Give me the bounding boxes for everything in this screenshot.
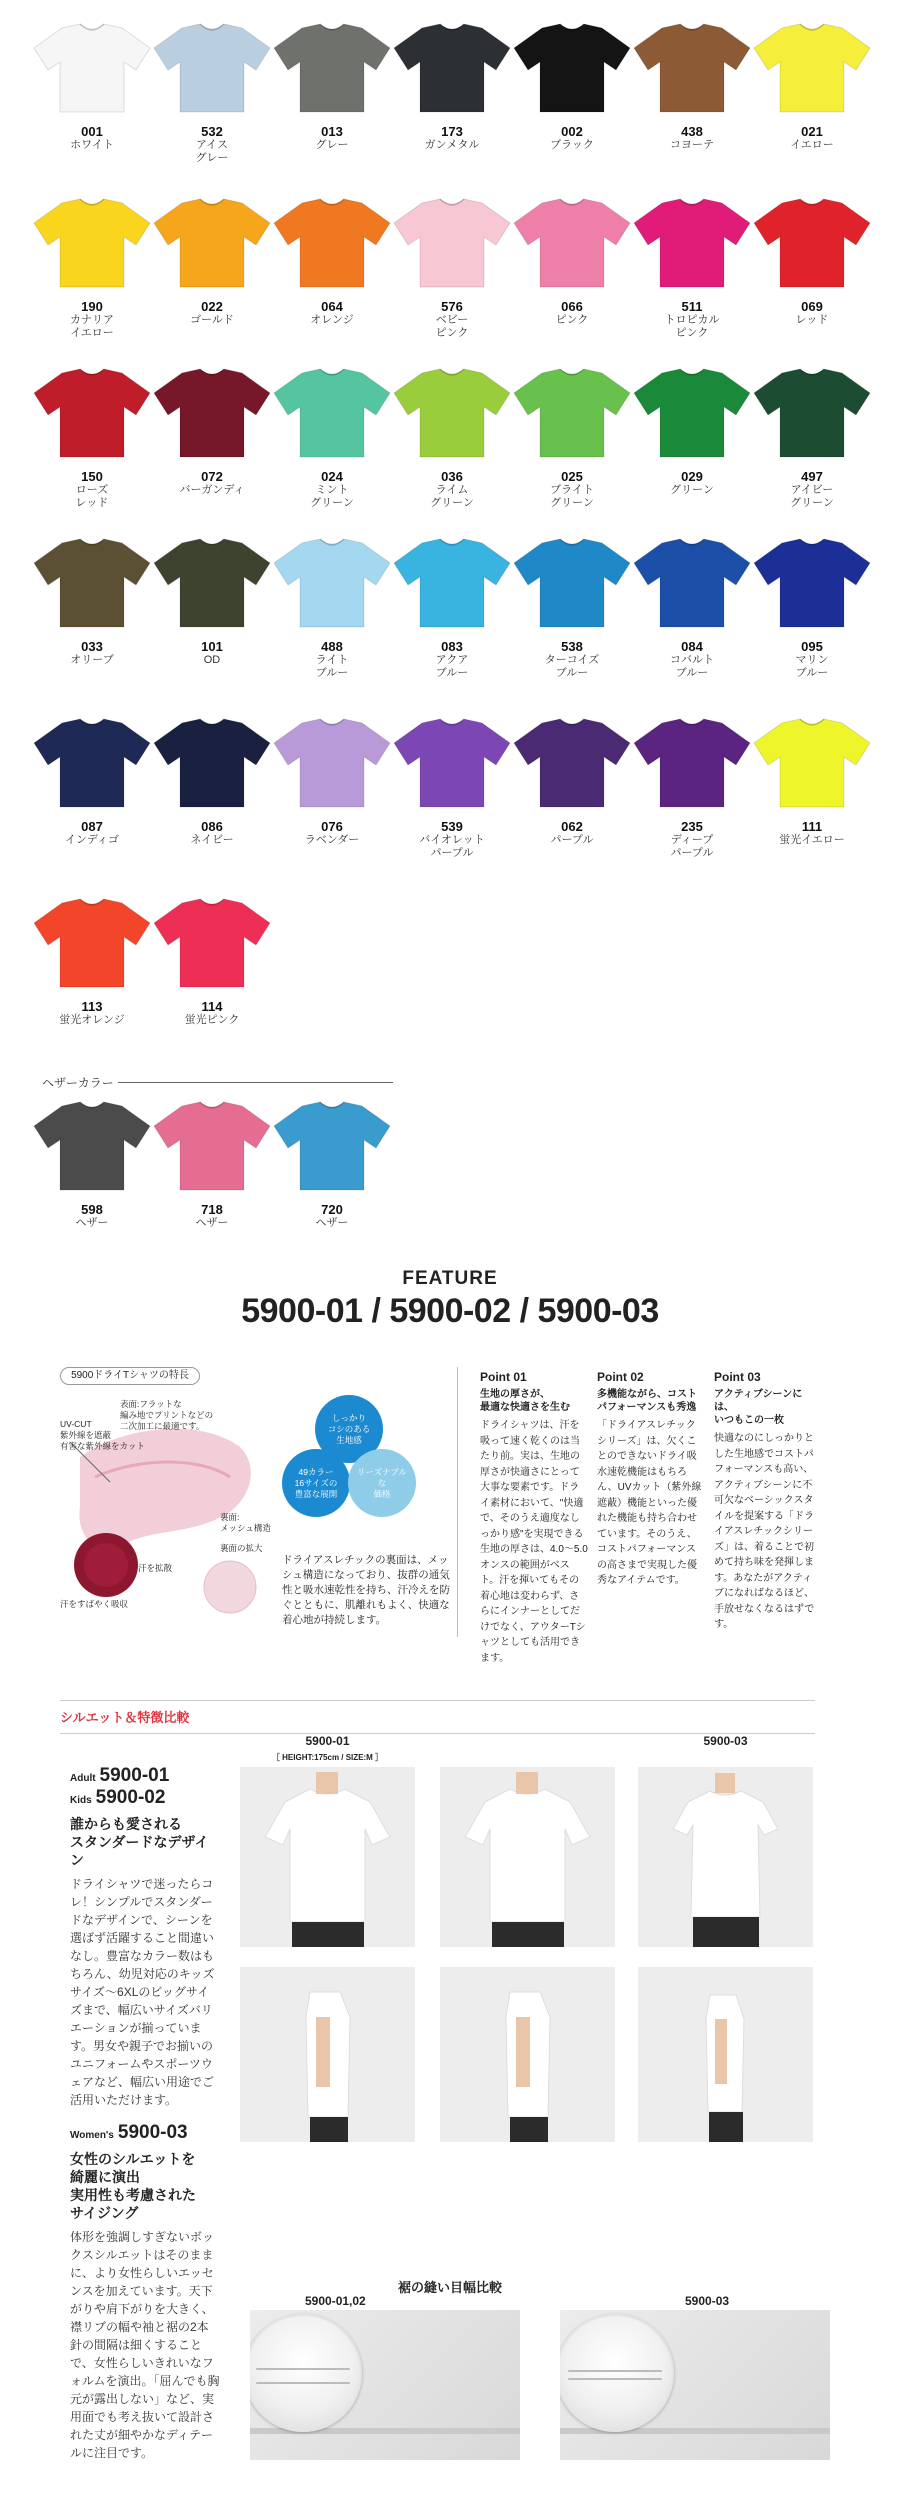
tshirt-icon <box>272 22 392 114</box>
tshirt-icon <box>272 1100 392 1192</box>
color-code: 511 <box>681 299 703 314</box>
color-swatch <box>632 197 752 340</box>
color-name: アイビー グリーン <box>790 484 834 509</box>
seam-zoom-left <box>250 2314 362 2432</box>
color-name: バイオレット パープル <box>419 834 485 859</box>
tshirt-icon <box>32 897 152 989</box>
color-name: 蛍光イエロー <box>779 834 845 846</box>
point-02: Point 02 多機能ながら、コスト パフォーマンスも秀逸 「ドライアスレチックシリーズ」は、欠くことのできないドライ吸水速乾機能はもちろん、UVカット（紫外線遮蔽）機能といった優れた機能も持ち合わせています。そのうえ、コストパフォーマンスの高さまで実現した優秀なアイテムです。 <box>597 1370 702 1586</box>
tshirt-front <box>265 1789 390 1922</box>
color-swatch <box>152 197 272 327</box>
tshirt-icon <box>32 22 152 114</box>
tshirt-icon <box>392 367 512 459</box>
color-swatch <box>512 367 632 510</box>
color-swatch <box>152 897 272 1027</box>
color-code: 064 <box>321 299 343 314</box>
color-code: 001 <box>81 124 103 139</box>
bubble-price: リーズナブルな 価格 <box>348 1449 416 1517</box>
spread-note: 汗を拡散 <box>138 1563 173 1573</box>
color-swatch <box>152 367 272 497</box>
surface-note: 表面:フラットな 編み地でプリントなどの 二次加工に最適です。 <box>120 1399 214 1431</box>
photo-side-02 <box>440 1967 615 2142</box>
tshirt-icon <box>632 537 752 629</box>
seam-compare-title: 裾の縫い目幅比較 <box>397 2280 502 2295</box>
color-code: 532 <box>201 124 223 139</box>
color-name: ピンク <box>555 314 589 326</box>
tshirt-icon <box>752 367 872 459</box>
feature-models: 5900-01 / 5900-02 / 5900-03 <box>241 1292 659 1330</box>
color-name: アイス グレー <box>195 139 229 164</box>
tshirt-icon <box>152 537 272 629</box>
color-code: 538 <box>561 639 583 654</box>
tshirt-icon <box>272 197 392 289</box>
color-swatch <box>392 367 512 510</box>
tshirt-icon <box>32 537 152 629</box>
color-code: 036 <box>441 469 463 484</box>
tshirt-icon <box>272 717 392 809</box>
tshirt-front-women <box>673 1791 778 1917</box>
color-swatch <box>152 1100 272 1230</box>
color-swatch <box>272 717 392 847</box>
color-code: 488 <box>321 639 343 654</box>
tshirt-icon <box>32 197 152 289</box>
tshirt-icon <box>152 22 272 114</box>
color-code: 114 <box>201 999 223 1014</box>
uvcut-note: UV-CUT 紫外線を遮蔽 有害な紫外線をカット <box>60 1419 145 1451</box>
tshirt-icon <box>392 22 512 114</box>
color-swatch <box>152 537 272 667</box>
color-swatch <box>272 367 392 510</box>
color-code: 598 <box>81 1202 103 1217</box>
mesh-zoom-red-inner <box>84 1543 128 1587</box>
color-swatch <box>152 22 272 165</box>
color-name: コバルト ブルー <box>670 654 714 679</box>
photo-side-01 <box>240 1967 415 2142</box>
color-code: 029 <box>681 469 703 484</box>
color-code: 022 <box>201 299 223 314</box>
color-code: 438 <box>681 124 703 139</box>
color-name: イエロー <box>790 139 834 151</box>
color-swatch <box>32 717 152 847</box>
tshirt-icon <box>392 537 512 629</box>
color-name: OD <box>203 654 221 666</box>
color-swatch <box>32 197 152 340</box>
seam-zoom-right <box>560 2314 674 2432</box>
color-name: バーガンディ <box>179 484 245 496</box>
tshirt-icon <box>392 197 512 289</box>
color-name: ローズ レッド <box>75 484 109 509</box>
color-swatch <box>752 22 872 152</box>
color-code: 150 <box>81 469 103 484</box>
color-name: パープル <box>550 834 594 846</box>
color-name: ブライト グリーン <box>550 484 594 509</box>
color-name: グレー <box>315 139 349 151</box>
color-name: レッド <box>795 314 829 326</box>
tshirt-icon <box>272 367 392 459</box>
color-code: 013 <box>321 124 343 139</box>
tshirt-icon <box>632 22 752 114</box>
color-swatch <box>32 897 152 1027</box>
color-name: ホワイト <box>70 139 114 151</box>
color-code: 062 <box>561 819 583 834</box>
color-swatch <box>392 197 512 340</box>
tshirt-icon <box>152 367 272 459</box>
tshirt-icon <box>32 1100 152 1192</box>
silhouette-block-women: Women's 5900-03 女性のシルエットを 綺麗に演出 実用性も考慮された サイジング 体形を強調しすぎないボックスシルエットはそのままに、より女性らしいエッセンスを加えています。天下がりや肩下がりを大きく、襟リブの幅や袖と裾の2本針の間隔は細くすることで、女性らしいきれいなフォルムを演出。「屈んでも胸元が露出しない」など、実用面でも考え抜いて設計された丈が細やかなディテールに注目です。 <box>70 2122 220 2460</box>
color-name: ゴールド <box>190 314 234 326</box>
arm <box>316 2017 330 2087</box>
color-swatch <box>392 22 512 152</box>
color-name: カナリア イエロー <box>70 314 114 339</box>
neck <box>516 1772 538 1794</box>
backzoom-note: 裏面の拡大 <box>220 1543 263 1553</box>
tshirt-icon <box>512 197 632 289</box>
color-code: 101 <box>201 639 223 654</box>
color-swatch <box>752 367 872 510</box>
feature-divider <box>457 1367 458 1637</box>
tshirt-icon <box>752 537 872 629</box>
color-code: 086 <box>201 819 223 834</box>
neck <box>715 1773 735 1793</box>
color-code: 576 <box>441 299 463 314</box>
color-swatch <box>752 197 872 327</box>
color-swatch <box>632 717 752 860</box>
color-swatch <box>512 717 632 847</box>
pants <box>292 1922 364 1947</box>
seam-label-left: 5900-01,02 <box>305 2294 366 2308</box>
tshirt-icon <box>152 197 272 289</box>
arm <box>516 2017 530 2087</box>
color-code: 190 <box>81 299 103 314</box>
color-name: ターコイズ ブルー <box>544 654 600 679</box>
color-code: 720 <box>321 1202 343 1217</box>
color-code: 002 <box>561 124 583 139</box>
feature-badge: 5900ドライTシャツの特長 <box>60 1367 200 1385</box>
color-swatch <box>272 22 392 152</box>
silhouette-title: シルエット＆特徴比較 <box>60 1710 190 1725</box>
feature-label: FEATURE <box>402 1268 498 1289</box>
pants <box>492 1922 564 1947</box>
pants <box>310 2117 348 2142</box>
color-swatch <box>392 717 512 860</box>
color-name: オレンジ <box>310 314 354 326</box>
tshirt-icon <box>152 717 272 809</box>
color-swatch <box>272 1100 392 1230</box>
color-code: 235 <box>681 819 703 834</box>
color-code: 024 <box>321 469 343 484</box>
point-01: Point 01 生地の厚さが、 最適な快適さを生む ドライシャツは、汗を吸って速く乾くのは当たり前。実は、生地の厚さが快適さにとって大事な要素です。ドライ素材において、"快適で、そのうえ適度なしっかり感"を実現できる生地の厚さは、4.0〜5.0オンスの範囲がベスト。汗を揮いてもその着心地は変わらず、さらにインナーとしてだけでなく、アウターTシャツとしても活用できます。 <box>480 1370 588 1664</box>
feature-illustration <box>60 1367 450 1647</box>
color-code: 087 <box>81 819 103 834</box>
color-name: ライト ブルー <box>315 654 349 679</box>
photo-side-03 <box>638 1967 813 2142</box>
color-swatch <box>752 717 872 847</box>
color-name: 蛍光オレンジ <box>59 1014 125 1026</box>
color-code: 083 <box>441 639 463 654</box>
tshirt-icon <box>512 22 632 114</box>
color-name: ブラック <box>550 139 594 151</box>
tshirt-icon <box>272 537 392 629</box>
color-name: ヘザー <box>195 1217 229 1229</box>
color-name: 蛍光ピンク <box>184 1014 240 1026</box>
arm <box>715 2019 727 2084</box>
color-code: 033 <box>81 639 103 654</box>
feature-description: ドライアスレチックの裏面は、メッシュ構造になっており、抜群の通気性と吸水速乾性を持ち、汗冷えを防ぐとともに、肌離れもよく、快適な着心地が持続します。 <box>282 1554 450 1626</box>
tshirt-icon <box>32 367 152 459</box>
pants <box>709 2112 743 2142</box>
color-code: 497 <box>801 469 823 484</box>
color-swatch <box>152 717 272 847</box>
color-swatch <box>752 537 872 680</box>
color-swatch <box>272 537 392 680</box>
bubble-colors: 49カラー 16サイズの 豊富な展開 <box>282 1449 350 1517</box>
color-name: ラベンダー <box>304 834 360 846</box>
tshirt-front <box>465 1789 590 1922</box>
color-swatch <box>272 197 392 327</box>
color-name: コヨーテ <box>670 139 714 151</box>
seam-label-right: 5900-03 <box>685 2294 730 2308</box>
heather-section-title: ヘザーカラー <box>42 1074 393 1091</box>
silhouette-block-standard: Adult 5900-01 Kids 5900-02 誰からも愛される スタンダードなデザイン ドライシャツで迷ったらコレ！シンプルでスタンダードなデザインで、シーンを選ばず活躍すること間違いなし。豊富なカラー数はもちろん、幼児対応のキッズサイズ〜6XLのビッグサイズまで、幅広いサイズバリエーションが揃っています。男女や親子でお揃いのユニフォームやスポーツウェアなど、幅広い用途でご活用いただけます。 <box>70 1765 215 2107</box>
color-swatch <box>32 22 152 152</box>
column-head-5900-01: 5900-01 ［ HEIGHT:175cm / SIZE:M ］ <box>271 1734 384 1762</box>
color-name: ライム グリーン <box>430 484 474 509</box>
color-code: 173 <box>441 124 463 139</box>
color-swatch <box>632 537 752 680</box>
tshirt-icon <box>152 1100 272 1192</box>
tshirt-icon <box>512 537 632 629</box>
color-name: ヘザー <box>75 1217 109 1229</box>
color-code: 076 <box>321 819 343 834</box>
seam-photo-left <box>250 2310 520 2460</box>
color-code: 069 <box>801 299 823 314</box>
color-code: 111 <box>801 819 823 834</box>
color-name: オリーブ <box>70 654 114 666</box>
photo-front-01 <box>240 1767 415 1947</box>
color-name: ネイビー <box>190 834 234 846</box>
tshirt-icon <box>632 717 752 809</box>
tshirt-icon <box>512 367 632 459</box>
color-name: マリン ブルー <box>795 654 829 679</box>
photo-front-02 <box>440 1767 615 1947</box>
neck <box>316 1772 338 1794</box>
tshirt-icon <box>512 717 632 809</box>
color-code: 066 <box>561 299 583 314</box>
pants <box>510 2117 548 2142</box>
point-03: Point 03 アクティブシーンには、 いつもこの一枚 快適なのにしっかりとした生地感でコストパフォーマンスも高い、アクティブシーンに不可欠なベーシックスタイルを提案する「ドライアスレチックシリーズ」は、着ることで初めて持ち味を発揮します。あなたがアクティブになればなるほど、手放せなくなるはずです。 <box>714 1370 815 1630</box>
color-name: ミント グリーン <box>310 484 354 509</box>
tshirt-icon <box>392 717 512 809</box>
color-swatch <box>392 537 512 680</box>
photo-front-03 <box>638 1767 813 1947</box>
color-code: 084 <box>681 639 703 654</box>
color-code: 718 <box>201 1202 223 1217</box>
tshirt-icon <box>752 717 872 809</box>
color-code: 539 <box>441 819 463 834</box>
color-name: ベビー ピンク <box>435 314 469 339</box>
color-swatch <box>32 537 152 667</box>
color-swatch <box>32 367 152 510</box>
mesh-zoom-pink <box>204 1561 256 1613</box>
absorb-note: 汗をすばやく吸収 <box>60 1599 129 1609</box>
color-swatch <box>632 367 752 497</box>
color-name: ヘザー <box>315 1217 349 1229</box>
color-code: 113 <box>81 999 103 1014</box>
pants <box>693 1917 759 1947</box>
tshirt-icon <box>152 897 272 989</box>
color-code: 025 <box>561 469 583 484</box>
tshirt-icon <box>752 197 872 289</box>
tshirt-icon <box>32 717 152 809</box>
color-name: ガンメタル <box>424 139 480 151</box>
seam-photo-right <box>560 2310 830 2460</box>
color-swatch <box>512 197 632 327</box>
color-code: 095 <box>801 639 823 654</box>
feature-header <box>0 1268 900 1331</box>
bubble-firm: しっかり コシのある 生地感 <box>315 1395 383 1463</box>
tshirt-icon <box>752 22 872 114</box>
color-code: 072 <box>201 469 223 484</box>
color-name: グリーン <box>670 484 714 496</box>
backface-note: 裏面: メッシュ構造 <box>220 1512 271 1533</box>
color-name: アクア ブルー <box>435 654 469 679</box>
color-code: 021 <box>801 124 823 139</box>
color-name: インディゴ <box>64 834 120 846</box>
color-swatch <box>32 1100 152 1230</box>
silhouette-header <box>60 1700 815 1734</box>
tshirt-icon <box>632 197 752 289</box>
color-swatch <box>512 537 632 680</box>
color-name: ディープ パープル <box>670 834 714 859</box>
color-swatch <box>512 22 632 152</box>
color-name: トロピカル ピンク <box>664 314 720 339</box>
color-swatch <box>632 22 752 152</box>
tshirt-icon <box>632 367 752 459</box>
column-head-5900-03: 5900-03 <box>703 1734 748 1748</box>
